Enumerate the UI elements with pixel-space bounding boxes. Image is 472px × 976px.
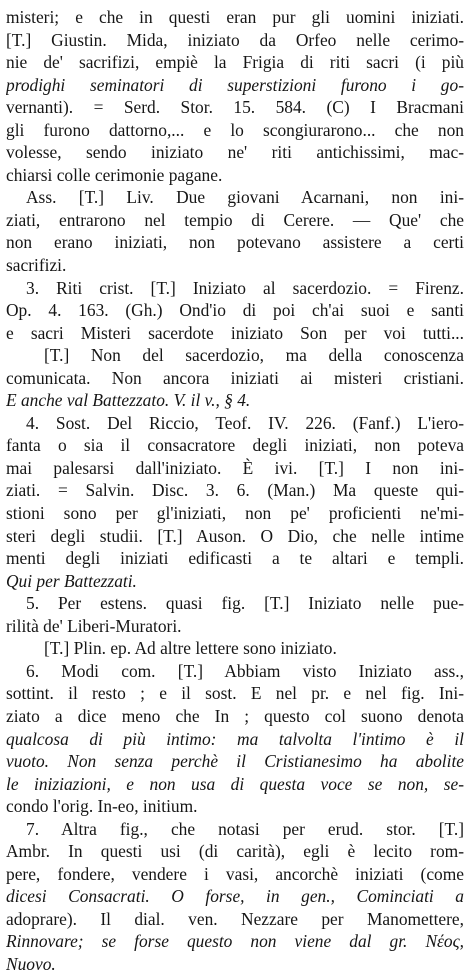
- text-line: chiarsi colle cerimonie pagane.: [6, 164, 223, 185]
- text-line: Qui per Battezzati.: [6, 570, 137, 591]
- text-line: 6. Modi com. [T.] Abbiam visto Iniziato ass.,: [26, 660, 464, 681]
- text-line: dicesi Consacrati. O forse, in gen., Cominciati a: [6, 886, 464, 907]
- text-line: comunicata. Non ancora iniziati ai misteri cristiani.: [6, 367, 464, 388]
- text-line: ziati, entrarono nel tempio di Cerere. — Que' che: [6, 209, 464, 230]
- text-line: E anche val Battezzato. V. il v., § 4.: [6, 390, 251, 411]
- text-line: 5. Per estens. quasi fig. [T.] Iniziato nelle pue-: [26, 593, 464, 614]
- text-column: [6, 6, 464, 976]
- text-line: [T.] Giustin. Mida, iniziato da Orfeo nelle cerimo-: [6, 29, 464, 50]
- text-line: rilità de' Liberi-Muratori.: [6, 615, 182, 636]
- text-line: condo l'orig. In-eo, initium.: [6, 796, 198, 817]
- text-line: Rinnovare; se forse questo non viene dal gr. Νέος,: [6, 931, 464, 952]
- text-line: qualcosa di più intimo: ma talvolta l'intimo è il: [6, 728, 464, 749]
- text-line: Ass. [T.] Liv. Due giovani Acarnani, non ini-: [26, 187, 464, 208]
- text-line: misteri; e che in questi eran pur gli uomini iniziati.: [6, 7, 464, 27]
- text-line: prodighi seminatori di superstizioni furono i go-: [6, 74, 464, 95]
- text-line: volesse, sendo iniziato ne' riti antichissimi, mac-: [6, 142, 464, 163]
- text-line: 3. Riti crist. [T.] Iniziato al sacerdozio. = Firenz.: [26, 277, 464, 298]
- text-line: Nuovo.: [6, 953, 56, 974]
- text-line: vuoto. Non senza perchè il Cristianesimo ha abolite: [6, 751, 464, 772]
- text-line: sottint. il resto ; e il sost. E nel pr. e nel fig. Ini-: [6, 683, 464, 704]
- text-line: [T.] Plin. ep. Ad altre lettere sono iniziato.: [44, 638, 337, 659]
- text-line: fanta o sia il consacratore degli iniziati, non poteva: [6, 435, 464, 456]
- text-line: e sacri Misteri sacerdote iniziato Son per voi tutti...: [6, 322, 464, 343]
- text-line: adoprare). Il dial. ven. Nezzare per Manomettere,: [6, 908, 464, 929]
- text-line: 4. Sost. Del Riccio, Teof. IV. 226. (Fanf.) L'iero-: [26, 412, 464, 433]
- text-line: nie de' sacrifizi, empiè la Frigia di riti sacri (i più: [6, 52, 464, 73]
- text-line: pere, fondere, vendere i vasi, ancorchè iniziati (come: [6, 863, 464, 884]
- text-line: sacrifizi.: [6, 255, 67, 276]
- text-line: gli furono dattorno,... e lo scongiurarono... che non: [6, 119, 464, 140]
- text-line: Ambr. In questi usi (di carità), egli è lecito rom-: [6, 841, 464, 862]
- text-line: Op. 4. 163. (Gh.) Ond'io di poi ch'ai suoi e santi: [6, 300, 464, 321]
- text-line: ziati. = Salvin. Disc. 3. 6. (Man.) Ma queste qui-: [6, 480, 464, 501]
- text-line: mai palesarsi dall'iniziato. È ivi. [T.] I non ini-: [6, 457, 464, 478]
- text-line: steri degli studii. [T.] Auson. O Dio, che nelle intime: [6, 525, 464, 546]
- text-line: stioni sono per gl'iniziati, non pe' proficienti ne'mi-: [6, 503, 464, 524]
- text-line: le iniziazioni, e non usa di questa voce se non, se-: [6, 773, 464, 794]
- text-line: [T.] Non del sacerdozio, ma della conoscenza: [44, 345, 464, 366]
- text-line: non erano iniziati, non potevano assistere a certi: [6, 232, 464, 253]
- text-line: menti degli iniziati edificasti a te altari e templi.: [6, 548, 464, 569]
- text-line: ziato a dice meno che In ; questo col suono denota: [6, 705, 464, 726]
- text-line: vernanti). = Serd. Stor. 15. 584. (C) I Bracmani: [6, 97, 464, 118]
- text-line: 7. Altra fig., che notasi per erud. stor. [T.]: [26, 818, 464, 839]
